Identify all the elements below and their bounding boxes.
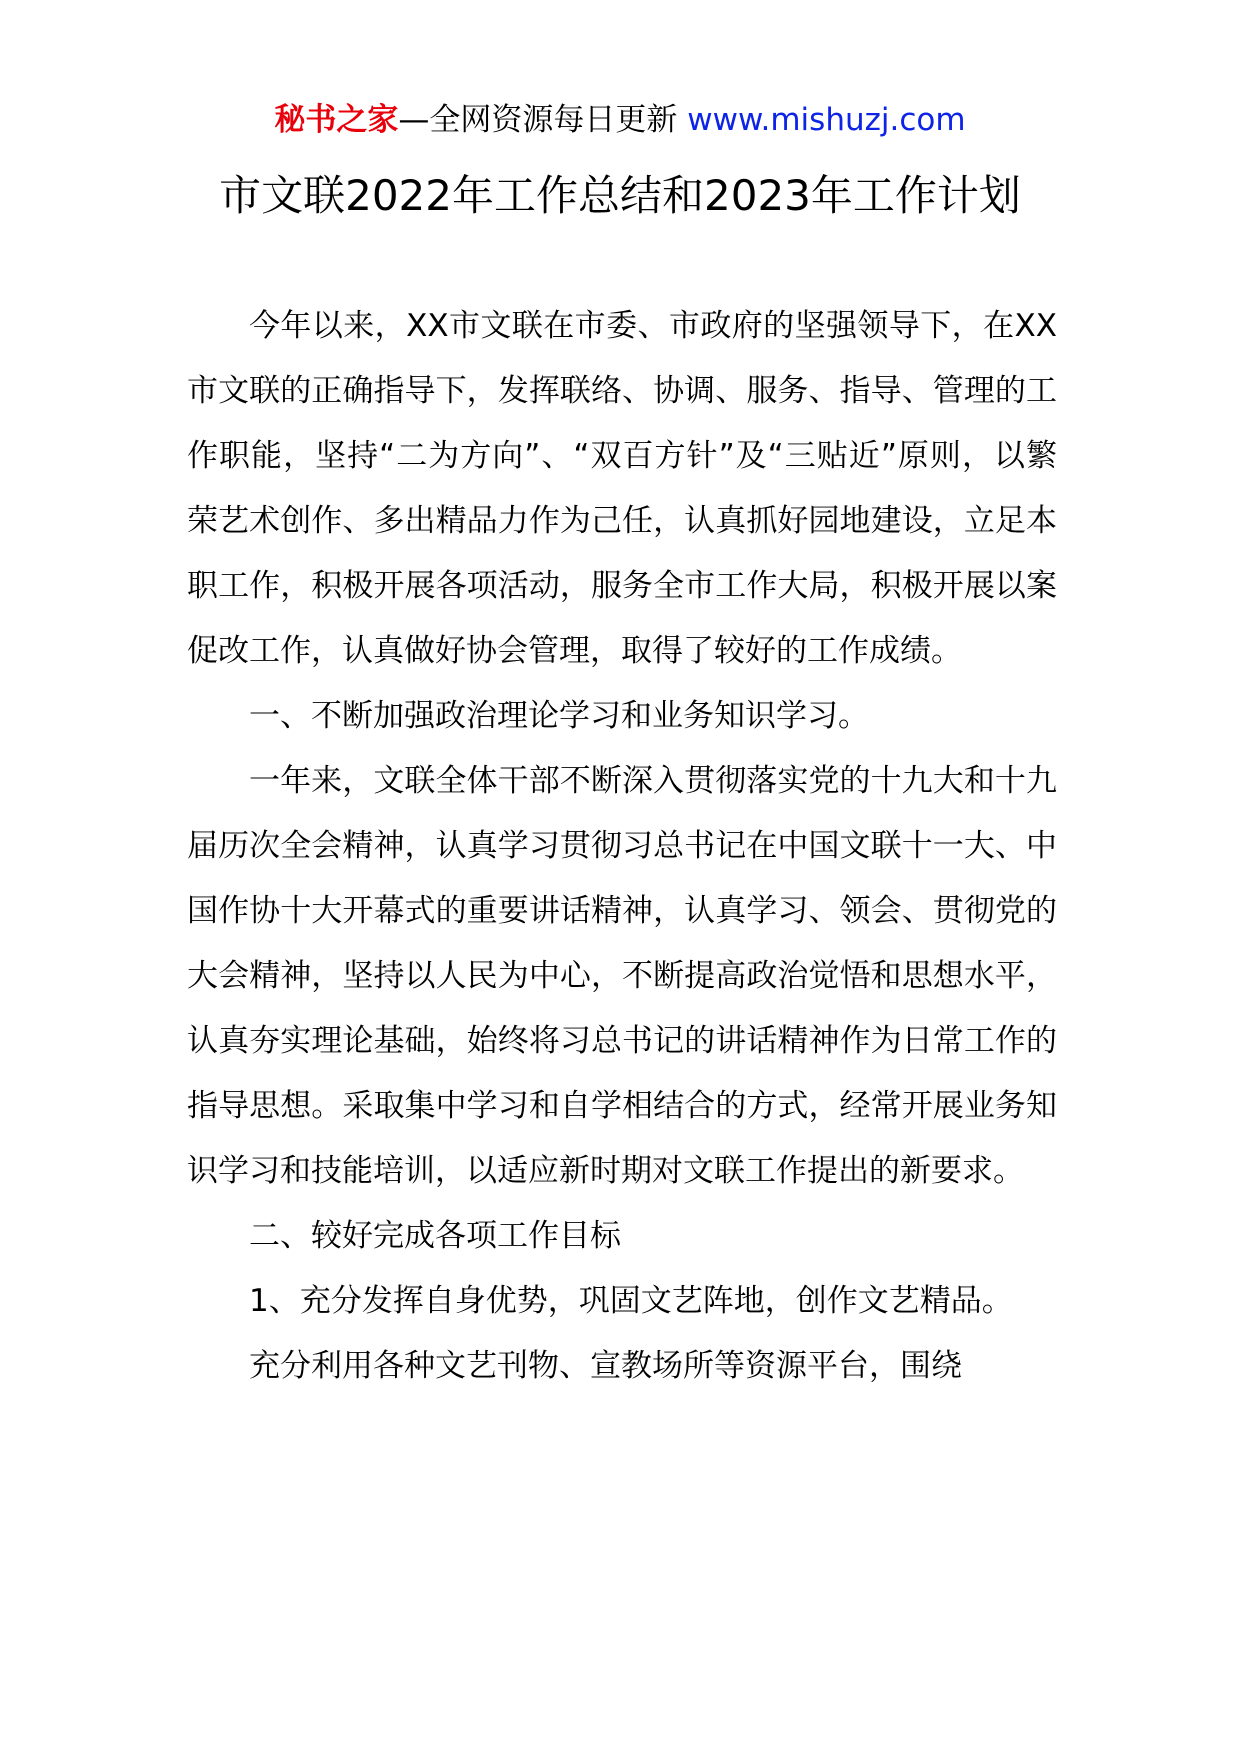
site-url-link[interactable]: www.mishuzj.com (687, 102, 966, 138)
section-heading-2: 二、较好完成各项工作目标 (249, 1218, 621, 1254)
site-slogan: —全网资源每日更新 (398, 102, 688, 138)
paragraph-study: 一年来，文联全体干部不断深入贯彻落实党的十九大和十九届历次全会精神，认真学习贯彻习总书记在中国文联十一大、中国作协十大开幕式的重要讲话精神，认真学习、领会、贯彻党的大会精神，坚持以人民为中心，不断提高政治觉悟和思想水平，认真夯实理论基础，始终将习总书记的讲话精神作为日常工作的指导思想。采取集中学习和自学相结合的方式，经常开展业务知识学习和技能培训，以适应新时期对文联工作提出的新要求。 (187, 763, 1057, 1189)
section-heading-1: 一、不断加强政治理论学习和业务知识学习。 (249, 698, 869, 734)
document-body (187, 294, 1057, 1399)
subsection-heading-1: 1、充分发挥自身优势，巩固文艺阵地，创作文艺精品。 (249, 1283, 1013, 1319)
site-header (0, 100, 1240, 140)
document-title: 市文联2022年工作总结和2023年工作计划 (219, 171, 1021, 220)
paragraph-intro: 今年以来，XX市文联在市委、市政府的坚强领导下，在XX市文联的正确指导下，发挥联络、协调、服务、指导、管理的工作职能，坚持“二为方向”、“双百方针”及“三贴近”原则，以繁荣艺术创作、多出精品力作为己任，认真抓好园地建设，立足本职工作，积极开展各项活动，服务全市工作大局，积极开展以案促改工作，认真做好协会管理，取得了较好的工作成绩。 (187, 308, 1057, 669)
site-brand: 秘书之家 (274, 102, 399, 138)
paragraph-resources: 充分利用各种文艺刊物、宣教场所等资源平台，围绕 (249, 1348, 962, 1384)
